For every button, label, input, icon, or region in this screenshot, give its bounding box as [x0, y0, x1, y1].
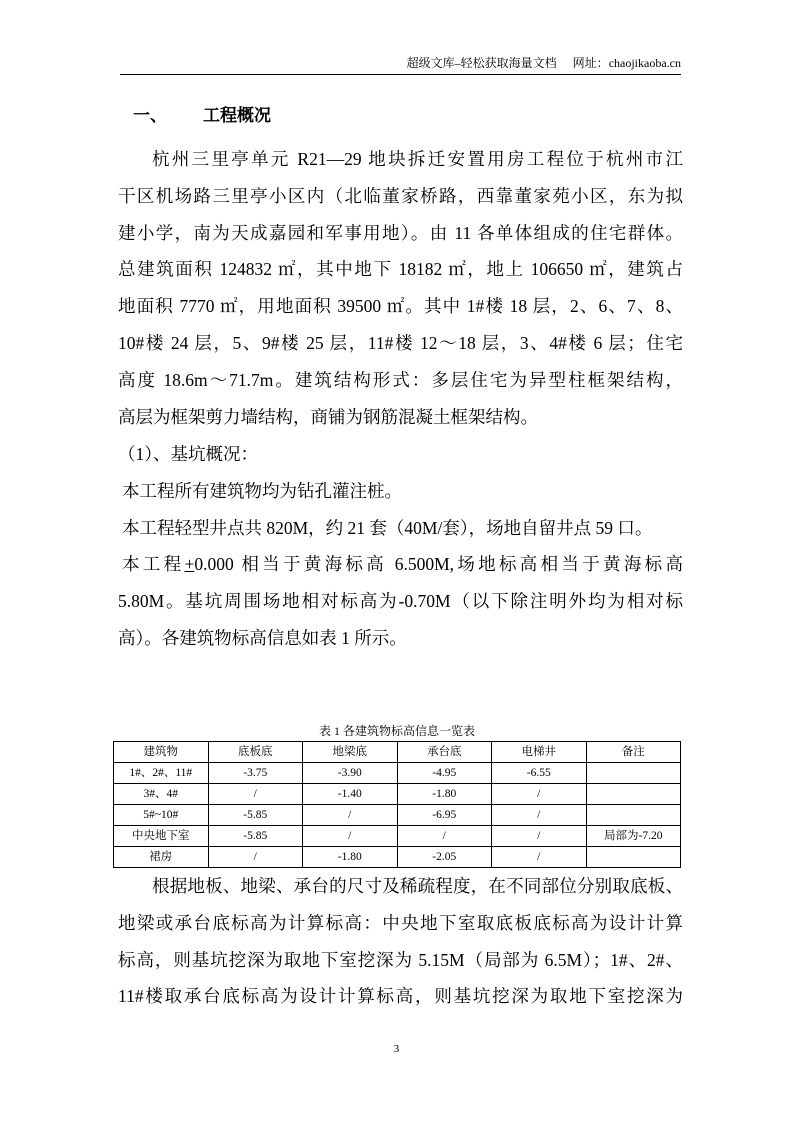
header-url-label: 网址：: [572, 56, 609, 70]
subsection-title: （1）、基坑概况：: [118, 444, 258, 464]
text-line: 高度 18.6m～71.7m。建筑结构形式：多层住宅为异型柱框架结构，: [118, 369, 683, 390]
paragraph-calculation-elevation: [118, 868, 683, 1015]
table-cell: -1.80: [397, 784, 492, 805]
header-building: 建筑物: [114, 742, 209, 763]
section-title: 工程概况: [203, 106, 271, 125]
table-cell: [586, 763, 681, 784]
table-cell: /: [208, 847, 303, 868]
text-line: 地面积 7770 ㎡，用地面积 39500 ㎡。其中 1#楼 18 层，2、6、7、8、: [118, 296, 683, 317]
table-cell: /: [397, 826, 492, 847]
table-row: [114, 784, 681, 805]
table-cell: /: [303, 826, 398, 847]
table-cell: [586, 805, 681, 826]
table-cell: 裙房: [114, 847, 209, 868]
table-cell: -4.95: [397, 763, 492, 784]
table-cell: 局部为-7.20: [586, 826, 681, 847]
section-number: 一、: [133, 106, 167, 125]
table-cell: 5#~10#: [114, 805, 209, 826]
table-cell: /: [492, 826, 587, 847]
text-line: 11#楼取承台底标高为设计计算标高，则基坑挖深为取地下室挖深为: [118, 986, 683, 1007]
table-cell: -1.40: [303, 784, 398, 805]
text-line: 本工程所有建筑物均为钻孔灌注桩。: [122, 480, 402, 501]
text-line: 高层为框架剪力墙结构，商铺为钢筋混凝土框架结构。: [118, 406, 538, 427]
table-cell: -3.75: [208, 763, 303, 784]
table-caption: 表 1 各建筑物标高信息一览表: [318, 724, 475, 738]
text-line: 高）。各建筑物标高信息如表 1 所示。: [118, 627, 407, 648]
table-cell: 中央地下室: [114, 826, 209, 847]
table-cell: -2.05: [397, 847, 492, 868]
text-line: 总建筑面积 124832 ㎡，其中地下 18182 ㎡，地上 106650 ㎡，建筑占: [118, 259, 683, 280]
table-cell: /: [208, 784, 303, 805]
header-elevator-pit: 电梯井: [492, 742, 587, 763]
text-fragment: 本工程: [122, 554, 185, 575]
table-header-row: [114, 742, 681, 763]
table-cell: -5.85: [208, 826, 303, 847]
text-fragment: 0.000 相当于黄海标高 6.500M,场地标高相当于黄海标高: [194, 554, 683, 575]
table-row: [114, 847, 681, 868]
text-line: 建小学，南为天成嘉园和军事用地）。由 11 各单体组成的住宅群体。: [118, 222, 683, 243]
plus-minus-sign: +: [184, 554, 195, 575]
table-row: [114, 826, 681, 847]
table-cell: -1.80: [303, 847, 398, 868]
table-cell: 3#、4#: [114, 784, 209, 805]
text-line: 5.80M。基坑周围场地相对标高为-0.70M（以下除注明外均为相对标: [118, 591, 683, 612]
text-line: 干区机场路三里亭小区内（北临董家桥路，西靠董家苑小区，东为拟: [118, 185, 683, 206]
text-line: 地梁或承台底标高为计算标高：中央地下室取底板底标高为设计计算: [118, 912, 683, 933]
elevation-table: [113, 741, 681, 868]
header-cap-bottom: 承台底: [397, 742, 492, 763]
text-line: 本工程轻型井点共 820M，约 21 套（40M/套），场地自留井点 59 口。: [122, 517, 653, 538]
text-line: [118, 546, 683, 583]
table-row: [114, 763, 681, 784]
page-number: 3: [393, 1043, 400, 1055]
table-cell: /: [492, 847, 587, 868]
table-cell: /: [492, 784, 587, 805]
section-heading: [133, 104, 271, 128]
table-cell: 1#、2#、11#: [114, 763, 209, 784]
header-site-name: 超级文库–轻松获取海量文档: [406, 56, 557, 70]
table-cell: -6.55: [492, 763, 587, 784]
text-line: 10#楼 24 层，5、9#楼 25 层，11#楼 12～18 层，3、4#楼 6 层；住宅: [118, 332, 683, 353]
table-cell: -3.90: [303, 763, 398, 784]
header-url-link[interactable]: chaojikaoba.cn: [608, 56, 681, 70]
foundation-pit-section: [118, 436, 683, 657]
table-cell: /: [492, 805, 587, 826]
paragraph-project-overview: [118, 141, 683, 435]
table-row: [114, 805, 681, 826]
page-header: [120, 54, 681, 75]
table-cell: -5.85: [208, 805, 303, 826]
table-cell: -6.95: [397, 805, 492, 826]
table-cell: [586, 784, 681, 805]
text-line: 杭州三里亭单元 R21—29 地块拆迁安置用房工程位于杭州市江: [152, 149, 683, 169]
table-cell: /: [303, 805, 398, 826]
header-slab-bottom: 底板底: [208, 742, 303, 763]
header-remarks: 备注: [586, 742, 681, 763]
text-line: 根据地板、地梁、承台的尺寸及稀疏程度，在不同部位分别取底板、: [152, 876, 683, 896]
text-line: 标高，则基坑挖深为取地下室挖深为 5.15M（局部为 6.5M）；1#、2#、: [118, 949, 683, 970]
table-cell: [586, 847, 681, 868]
header-beam-bottom: 地梁底: [303, 742, 398, 763]
